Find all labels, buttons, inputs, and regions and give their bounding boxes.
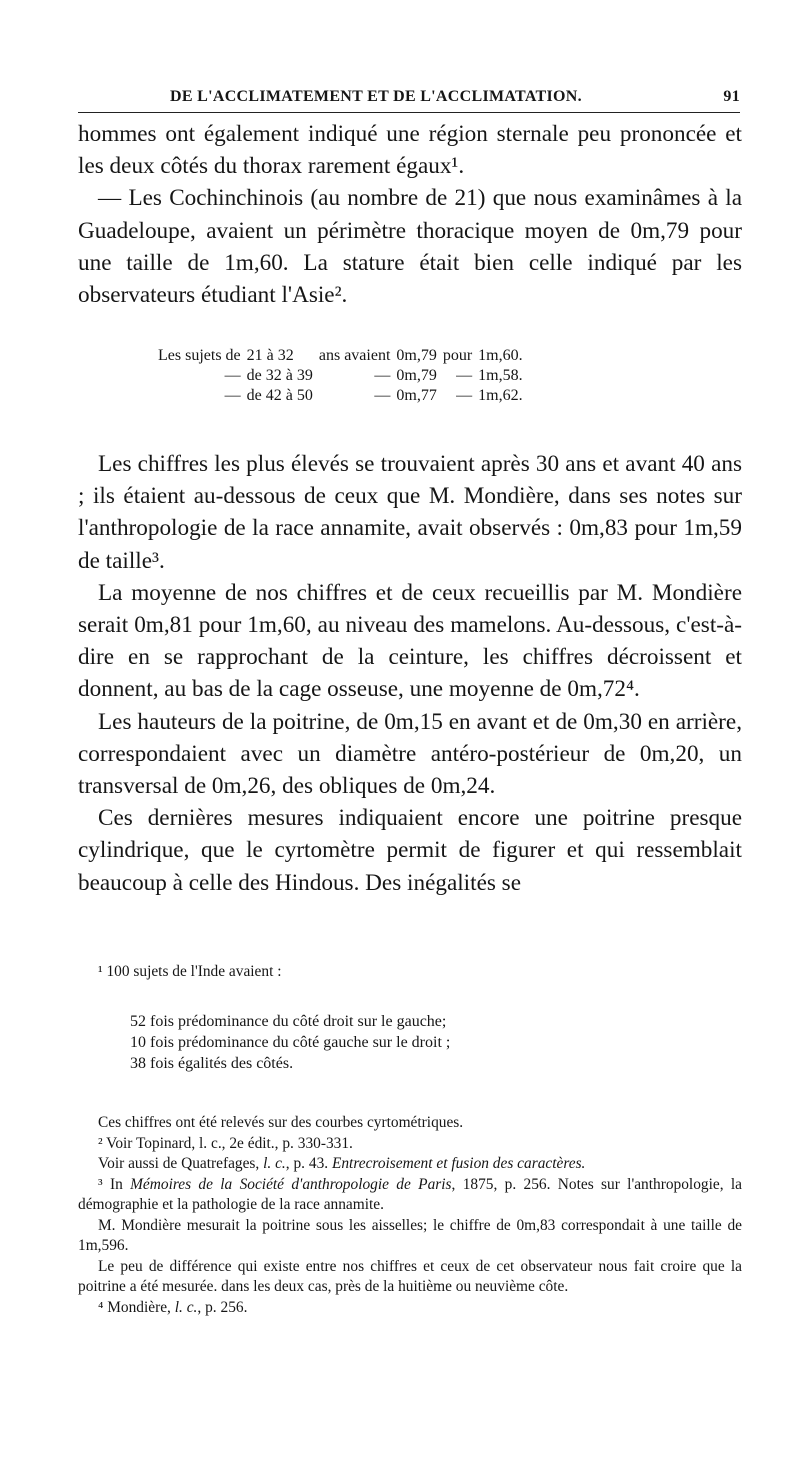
- list-item: 10 fois prédominance du côté gauche sur le droit ;: [130, 1034, 451, 1051]
- footnote-3-continuation: M. Mondière mesurait la poitrine sous les aisselles; le chiffre de 0m,83 correspondait à une taille de 1m,596.: [78, 1216, 742, 1254]
- footnotes-block: [78, 1113, 742, 1318]
- table-cell: Les sujets de: [158, 347, 241, 364]
- footnote-text: Voir aussi de Quatrefages,: [98, 1155, 264, 1172]
- table-cell: de 32 à 39: [246, 367, 313, 384]
- table-cell: 0m,77: [396, 387, 437, 404]
- footnote-text: , 1875, p. 256. Notes sur l'anthropologie, la démographie et la pathologie de la race annamite.: [78, 1175, 742, 1213]
- footnote-text: ⁴ Mondière,: [98, 1298, 175, 1316]
- footnote-3: [78, 1175, 742, 1216]
- table-cell: 1m,58.: [478, 367, 523, 384]
- citation-italic: l. c.: [263, 1155, 286, 1172]
- table-cell: 21 à 32: [246, 347, 294, 364]
- list-item: 38 fois égalités des côtés.: [130, 1055, 294, 1072]
- footnote-2-continuation: [78, 1154, 742, 1175]
- running-title: DE L'ACCLIMATEMENT ET DE L'ACCLIMATATION.: [170, 88, 582, 105]
- paragraph: Les chiffres les plus élevés se trouvaient après 30 ans et avant 40 ans ; ils étaient au-dessous de ceux que M. Mondière, dans ses notes sur l'anthropologie de la race annamite, avait observés : 0m,83 pour 1m,59 de taille³.: [78, 451, 742, 574]
- table-cell: —: [456, 367, 473, 384]
- table-row: [158, 366, 529, 386]
- table-cell: 0m,79: [396, 367, 437, 384]
- table-cell: 0m,79: [396, 347, 437, 364]
- citation-title: Mémoires de la Société d'anthropologie de Paris: [130, 1175, 452, 1193]
- table-cell: —: [224, 387, 241, 404]
- table-cell: —: [374, 387, 391, 404]
- paragraph: La moyenne de nos chiffres et de ceux recueillis par M. Mondière serait 0m,81 pour 1m,60, au niveau des mamelons. Au-dessous, c'est-à-dire en se rapprochant de la ceinture, les chiffres décroissent et donnent, au bas de la cage osseuse, une moyenne de 0m,72⁴.: [78, 579, 742, 703]
- footnote-1-list: [130, 1011, 730, 1074]
- footnote-3-continuation: Le peu de différence qui existe entre nos chiffres et ceux de cet observateur nous fait croire que la poitrine a été mesurée. dans les deux cas, près de la huitième ou neuvième côte.: [78, 1257, 742, 1295]
- footnote-text: ³ In: [98, 1175, 131, 1193]
- table-cell: 1m,60.: [478, 347, 523, 364]
- paragraph: hommes ont également indiqué une région sternale peu prononcée et les deux côtés du thorax rarement égaux¹.: [78, 121, 742, 180]
- table-cell: —: [224, 367, 241, 384]
- table-row: [158, 386, 529, 406]
- table-row: [158, 346, 529, 366]
- footnote-text: Ces chiffres ont été relevés sur des courbes cyrtométriques.: [98, 1114, 464, 1131]
- paragraph: — Les Cochinchinois (au nombre de 21) que nous examinâmes à la Guadeloupe, avaient un périmètre thoracique moyen de 0m,79 pour une taille de 1m,60. La stature était bien celle indiqué par les observateurs étudiant l'Asie².: [78, 185, 742, 309]
- footnote-text: , p. 43.: [285, 1155, 332, 1172]
- body-text-bottom: [78, 448, 742, 899]
- table-cell: 1m,62.: [478, 387, 523, 404]
- list-item: 52 fois prédominance du côté droit sur le gauche;: [130, 1013, 447, 1030]
- footnote-1-intro: [78, 962, 742, 983]
- table-cell: ans avaient: [318, 347, 391, 364]
- table-cell: de 42 à 50: [246, 387, 313, 404]
- paragraph: Ces dernières mesures indiquaient encore une poitrine presque cylindrique, que le cyrtomètre permit de figurer et qui ressemblait beaucoup à celle des Hindous. Des inégalités se: [78, 805, 742, 896]
- footnote-2: ² Voir Topinard, l. c., 2e édit., p. 330-331.: [98, 1134, 353, 1152]
- footnote-text: , p. 256.: [197, 1298, 248, 1316]
- measurements-table: [158, 346, 529, 406]
- header-rule: [78, 112, 740, 113]
- citation-title: Entrecroisement et fusion des caractères.: [331, 1155, 586, 1172]
- table-cell: pour: [442, 347, 473, 364]
- table-cell: —: [456, 387, 473, 404]
- citation-italic: l. c.: [174, 1298, 198, 1316]
- body-text-top: [78, 118, 742, 311]
- footnote-text: ¹ 100 sujets de l'Inde avaient :: [98, 963, 282, 980]
- paragraph: Les hauteurs de la poitrine, de 0m,15 en avant et de 0m,30 en arrière, correspondaient avec un diamètre antéro-postérieur de 0m,20, un transversal de 0m,26, des obliques de 0m,24.: [78, 708, 742, 800]
- table-cell: —: [374, 367, 391, 384]
- page-number: 91: [723, 88, 740, 105]
- footnote-4: [78, 1298, 742, 1319]
